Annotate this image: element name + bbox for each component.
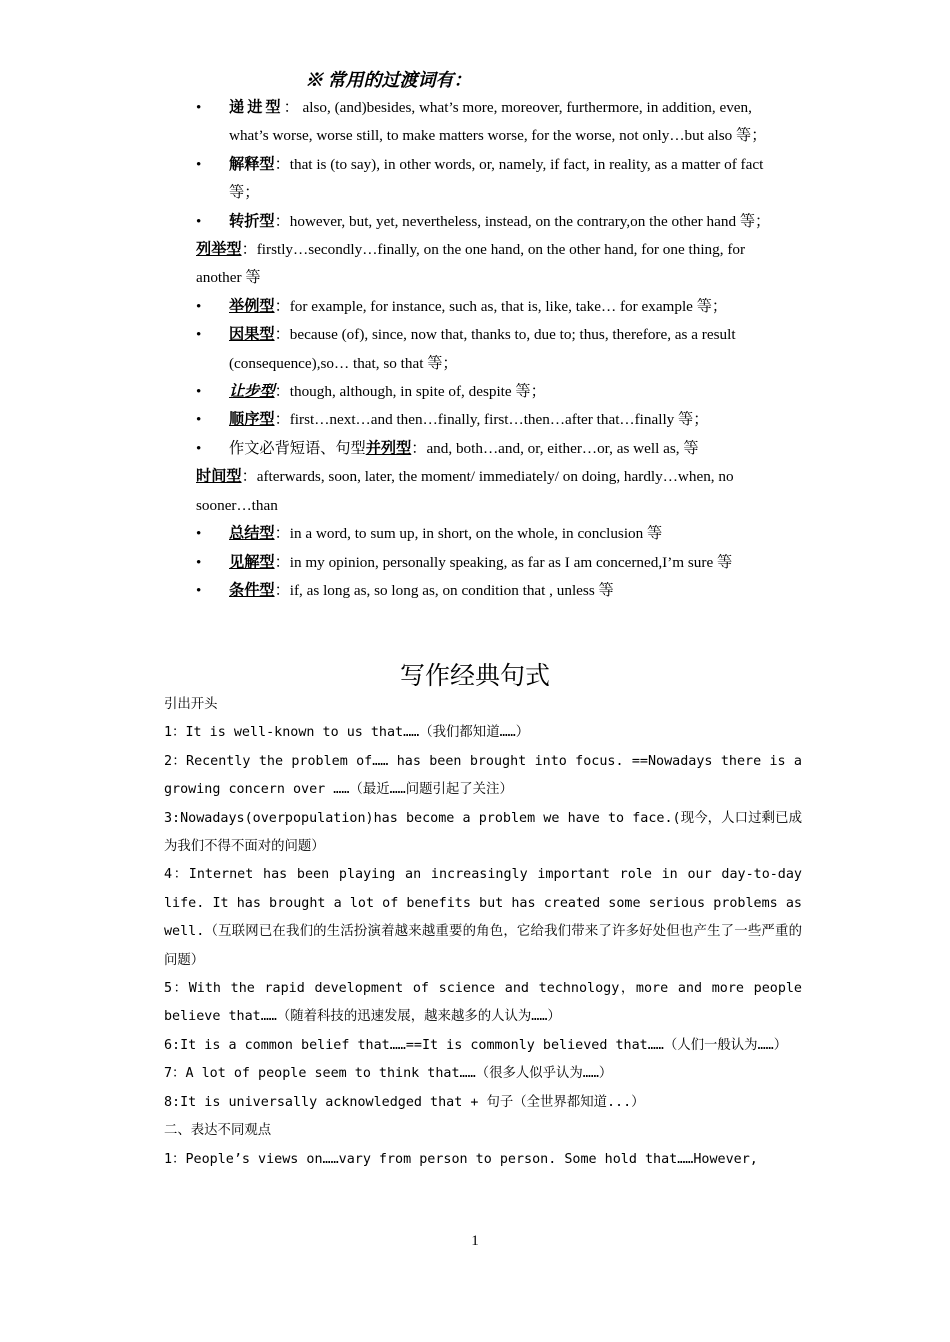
transition-label: 转折型 — [229, 212, 275, 230]
transition-text: and, both…and, or, either…or, as well as, 等 — [426, 439, 699, 457]
bullet-icon: • — [196, 525, 202, 543]
sentence-line: 1：People’s views on……vary from person to person. Some hold that……However, — [164, 1151, 758, 1167]
sentence-line: 1：It is well-known to us that……（我们都知道……） — [164, 725, 530, 741]
bullet-icon: • — [196, 581, 202, 599]
transition-label: 让步型 — [229, 383, 275, 401]
classic-sentences-list — [164, 691, 802, 1174]
sentence-line: 引出开头 — [164, 697, 218, 712]
transition-item — [196, 520, 788, 548]
transition-words-heading: ※ 常用的过渡词有： — [305, 70, 472, 90]
transition-label: 解释型 — [229, 155, 275, 173]
transition-separator: ： — [241, 241, 257, 259]
transition-text: also, (and)besides, what’s more, moreover, furthermore, in addition, even, what’s worse, worse still, to make matters worse, for the worse, not only…but also 等； — [229, 99, 767, 145]
transition-text: because (of), since, now that, thanks to, due to; thus, therefore, as a result (consequence),so… that, so that 等； — [229, 326, 736, 372]
transition-text: in a word, to sum up, in short, on the whole, in conclusion 等 — [289, 525, 663, 543]
bullet-icon: • — [196, 553, 202, 571]
bullet-icon: • — [196, 326, 202, 344]
transition-label: 因果型 — [229, 326, 275, 344]
page-title: 写作经典句式 — [399, 661, 550, 690]
sentence-line: 5：With the rapid development of science and technology，more and more people believe that……（随着科技的迅速发展，越来越多的人认为……） — [164, 981, 802, 1025]
bullet-icon: • — [196, 439, 202, 457]
transition-separator: ： — [274, 212, 290, 230]
transition-item — [196, 151, 788, 208]
transition-text: however, but, yet, nevertheless, instead, on the contrary,on the other hand 等； — [289, 212, 771, 230]
transition-label: 列举型 — [196, 241, 242, 259]
transition-label: 举例型 — [229, 297, 275, 315]
transition-item — [196, 463, 788, 520]
transition-item — [196, 236, 788, 293]
page-number: 1 — [471, 1233, 479, 1249]
transition-separator: ： — [274, 581, 290, 599]
transition-separator: ： — [274, 525, 290, 543]
transition-separator: ： — [274, 155, 290, 173]
transition-text: though, although, in spite of, despite 等； — [289, 383, 546, 401]
transition-item — [196, 577, 788, 605]
transition-separator: ： — [241, 468, 257, 486]
transition-item — [196, 208, 788, 236]
transition-text: that is (to say), in other words, or, namely, if fact, in reality, as a matter of fact 等； — [229, 155, 764, 202]
transition-separator: ： — [274, 383, 290, 401]
transition-words-list — [196, 94, 788, 605]
transition-text: first…next…and then…finally, first…then…after that…finally 等； — [289, 411, 709, 429]
transition-item — [196, 321, 788, 378]
transition-prefix: 作文必背短语、句型 — [229, 439, 366, 457]
sentence-line: 6:It is a common belief that……==It is commonly believed that……（人们一般认为……） — [164, 1037, 788, 1053]
bullet-icon: • — [196, 411, 202, 429]
sentence-line: 4：Internet has been playing an increasingly important role in our day-to-day life. It has brought a lot of benefits but has created some serious problems as well.（互联网已在我们的生活扮演着越来越重要的角色，它给我们带来了许多好处但也产生了一些严重的问题） — [164, 867, 802, 968]
transition-item — [196, 435, 788, 463]
transition-label: 顺序型 — [229, 411, 275, 429]
sentence-line: 8:It is universally acknowledged that + 句子（全世界都知道...） — [164, 1094, 645, 1110]
transition-item — [196, 293, 788, 321]
transition-label: 见解型 — [229, 553, 275, 571]
transition-text: in my opinion, personally speaking, as far as I am concerned,I’m sure 等 — [289, 553, 733, 571]
bullet-icon: • — [196, 155, 202, 173]
transition-item — [196, 406, 788, 434]
transition-item — [196, 549, 788, 577]
transition-label: 时间型 — [196, 468, 242, 486]
transition-item — [196, 94, 788, 151]
transition-label: 递进型 — [229, 99, 284, 116]
transition-label: 总结型 — [229, 525, 275, 543]
bullet-icon: • — [196, 297, 202, 315]
transition-separator: ： — [411, 439, 427, 457]
transition-separator: ： — [274, 553, 290, 571]
bullet-icon: • — [196, 383, 202, 401]
sentence-line: 3:Nowadays(overpopulation)has become a problem we have to face.(现今，人口过剩已成为我们不得不面对的问题） — [164, 810, 802, 855]
transition-separator: ： — [283, 99, 299, 116]
transition-label: 并列型 — [365, 439, 412, 457]
transition-text: firstly…secondly…finally, on the one hand, on the other hand, for one thing, for another 等 — [196, 241, 746, 287]
transition-label: 条件型 — [229, 581, 275, 599]
transition-item — [196, 378, 788, 406]
transition-text: for example, for instance, such as, that is, like, take… for example 等； — [289, 297, 728, 315]
sentence-line: 二、表达不同观点 — [164, 1123, 272, 1139]
sentence-line: 7：A lot of people seem to think that……（很多人似乎认为……） — [164, 1066, 613, 1082]
transition-separator: ： — [274, 326, 290, 344]
sentence-line: 2：Recently the problem of…… has been brought into focus. ==Nowadays there is a growing concern over ……（最近……问题引起了关注） — [164, 753, 802, 798]
bullet-icon: • — [196, 212, 202, 230]
transition-separator: ： — [274, 411, 290, 429]
transition-separator: ： — [274, 297, 290, 315]
transition-text: afterwards, soon, later, the moment/ immediately/ on doing, hardly…when, no sooner…than — [196, 468, 734, 514]
bullet-icon: • — [196, 99, 202, 116]
transition-text: if, as long as, so long as, on condition that , unless 等 — [289, 581, 614, 599]
